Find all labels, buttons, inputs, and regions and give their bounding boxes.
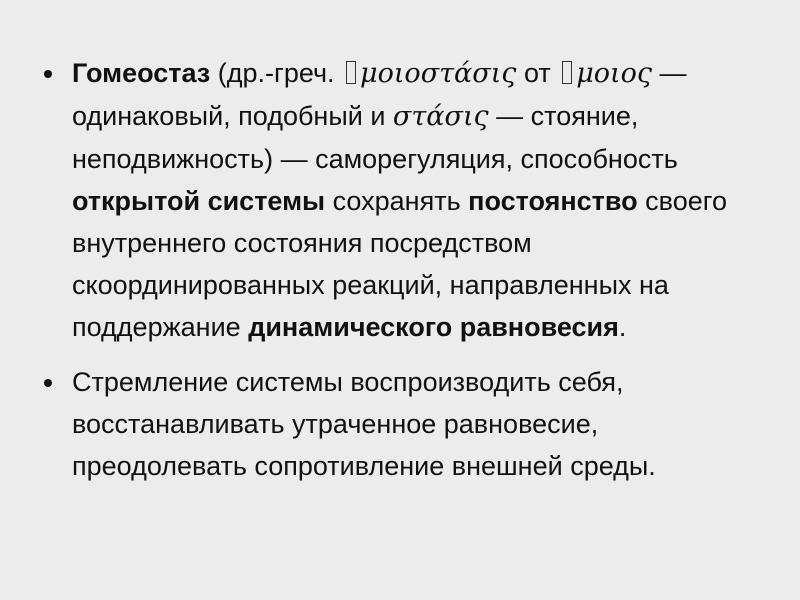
emphasis-open-system: открытой системы	[72, 186, 326, 216]
bullet-list	[38, 52, 768, 487]
text-fragment: .	[618, 312, 627, 342]
missing-glyph-icon	[346, 61, 356, 84]
text-fragment: — одинаковый, подобный и	[72, 58, 687, 131]
bullet-item-self-reproduction	[38, 361, 768, 487]
text-fragment: — стояние, неподвижность) — саморегуляция, способность	[72, 101, 678, 174]
text-fragment: (др.-греч.	[210, 58, 343, 88]
emphasis-constancy: постоянство	[468, 186, 638, 216]
homeostasis-term: Гомеостаз	[72, 58, 211, 88]
text-fragment: от	[516, 58, 559, 88]
bullet-dot-icon	[44, 70, 52, 78]
greek-word: μοιος	[576, 58, 653, 89]
emphasis-dynamic-equilibrium: динамического равновесия	[248, 312, 619, 342]
greek-word: στάσις	[392, 101, 489, 132]
bullet-text: Стремление системы воспроизводить себя, восстанавливать утраченное равновесие, преодолевать сопротивление внешней среды.	[72, 367, 656, 481]
greek-word: μοιοστάσις	[360, 58, 517, 89]
bullet-item-homeostasis	[38, 52, 768, 348]
bullet-dot-icon	[44, 379, 52, 387]
text-fragment: сохранять	[325, 186, 469, 216]
missing-glyph-icon	[562, 61, 572, 84]
text-fragment: своего внутреннего состояния посредством скоординированных реакций, направленных на поддержание	[72, 186, 728, 342]
bullet-text	[72, 52, 768, 348]
